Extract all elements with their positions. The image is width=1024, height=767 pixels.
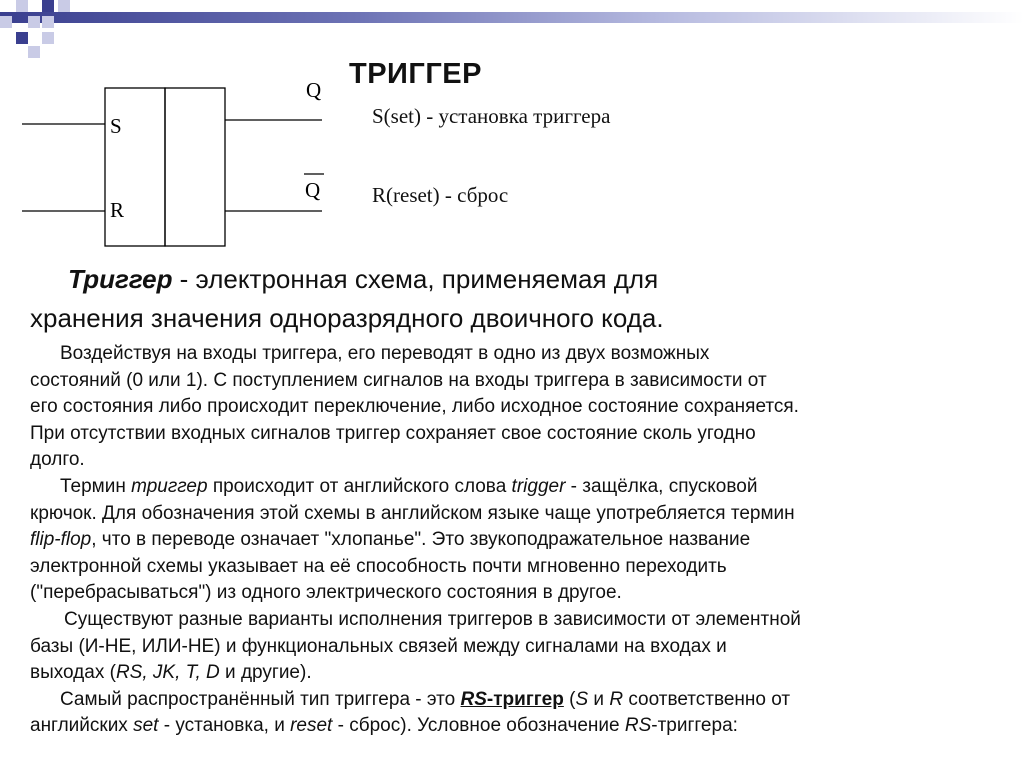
para2-text: происходит от английского слова <box>207 475 512 497</box>
para4-text: соответственно от <box>623 688 791 710</box>
para2-line5: ("перебрасываться") из одного электрического состояния в другое. <box>30 582 622 604</box>
para2-text: Термин <box>60 475 132 497</box>
lead-term: Триггер <box>68 264 173 294</box>
para4-r: R <box>609 688 624 710</box>
para1-line3: его состояния либо происходит переключение, либо исходное состояние сохраняется. <box>30 396 799 418</box>
para4-reset: reset <box>290 715 333 737</box>
lead-definition <box>30 260 990 338</box>
input-s-label: S <box>110 114 122 138</box>
body-text <box>30 341 1010 740</box>
para1-line1: Воздействуя на входы триггера, его переводят в одно из двух возможных <box>60 343 710 364</box>
trigger-output-block <box>165 88 225 246</box>
para3-text: и другие). <box>219 662 312 684</box>
para2-term-trigger: триггер <box>131 475 208 497</box>
para2-text: , что в переводе означает "хлопанье". Это звукоподражательное название <box>91 529 751 551</box>
input-r-label: R <box>110 198 125 222</box>
para4-text: - установка, и <box>158 715 291 737</box>
para4-text: английских <box>30 715 134 737</box>
legend-set: S(set) - установка триггера <box>372 104 611 128</box>
para4-text: - сброс). Условное обозначение <box>332 715 625 737</box>
output-q-bar-label: Q <box>305 178 321 202</box>
para4-text: и <box>588 688 610 710</box>
para4-s: S <box>575 688 589 710</box>
para3-line2: базы (И-НЕ, ИЛИ-НЕ) и функциональных связей между сигналами на входах и <box>30 635 727 657</box>
para3-text: выходах ( <box>30 662 116 684</box>
rs-trigger-diagram <box>0 0 340 260</box>
slide-title: ТРИГГЕР <box>349 58 482 90</box>
trigger-input-block <box>105 88 165 246</box>
para2-term-flipflop: flip-flop <box>30 529 92 551</box>
para4-rs-suffix: -триггер <box>486 688 564 710</box>
para3-types: RS, JK, T, D <box>115 662 220 684</box>
para4-rs-2: RS <box>624 715 652 737</box>
para1-line5: долго. <box>30 449 85 471</box>
para4-text: -триггера: <box>651 715 738 737</box>
para4-rs: RS <box>460 688 487 710</box>
para1-line4: При отсутствии входных сигналов триггер сохраняет свое состояние сколь угодно <box>30 422 756 444</box>
para4-text: ( <box>563 688 576 710</box>
legend-reset: R(reset) - сброс <box>372 183 509 207</box>
lead-line2: хранения значения одноразрядного двоичного кода. <box>30 303 664 333</box>
para2-line4: электронной схемы указывает на её способность почти мгновенно переходить <box>30 555 727 577</box>
lead-line1: - электронная схема, применяемая для <box>172 264 659 294</box>
output-q-label: Q <box>306 78 322 102</box>
para2-term-english: trigger <box>511 475 566 497</box>
para1-line2: состояний (0 или 1). С поступлением сигналов на входы триггера в зависимости от <box>30 369 767 391</box>
para3-line1: Существуют разные варианты исполнения триггеров в зависимости от элементной <box>64 608 801 630</box>
para2-text: - защёлка, спусковой <box>565 475 758 497</box>
para4-set: set <box>133 715 159 737</box>
para2-line2: крючок. Для обозначения этой схемы в английском языке чаще употребляется термин <box>30 502 795 524</box>
para4-text: Самый распространённый тип триггера - это <box>60 688 461 710</box>
